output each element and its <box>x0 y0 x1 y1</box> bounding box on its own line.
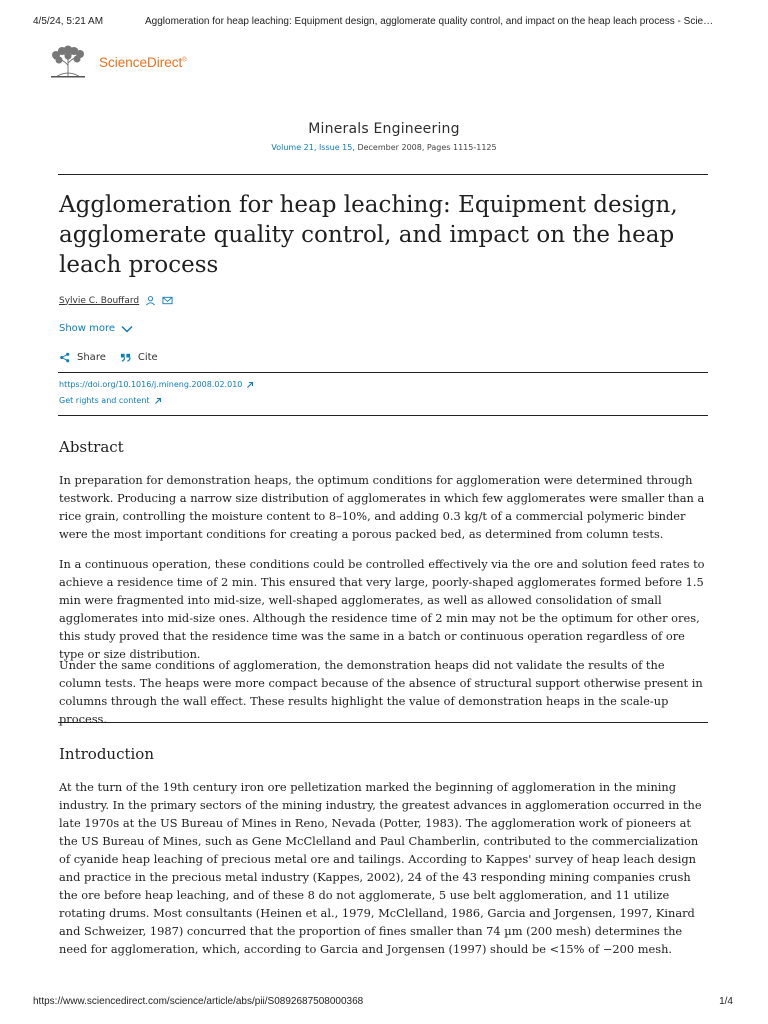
doi-text: https://doi.org/10.1016/j.mineng.2008.02.010 <box>59 380 243 389</box>
author-line <box>59 295 173 306</box>
print-header <box>33 16 735 30</box>
external-link-icon <box>246 381 254 389</box>
links-divider <box>58 415 708 416</box>
print-url: https://www.sciencedirect.com/science/article/abs/pii/S0892687508000368 <box>33 996 364 1007</box>
print-footer <box>33 996 735 1010</box>
show-more-button[interactable] <box>59 323 133 334</box>
abstract-paragraph-2: In a continuous operation, these conditions could be controlled effectively via the ore and solution feed rates to achieve a residence time of 2 min. This ensured that very large, poorly-shaped agglomerates formed before 1.5 min were fragmented into mid-size, well-shaped agglomerates, as well as allowed consolidation of small agglomerates into mid-size ones. Although the residence time of 2 min may not be the optimum for other ores, this study proved that the residence time was the same in a batch or continuous operation regardless of ore type or size distribution. <box>59 557 705 661</box>
share-button[interactable] <box>59 352 106 363</box>
article-actions <box>59 352 172 363</box>
cite-button[interactable] <box>120 352 158 363</box>
cite-label: Cite <box>137 352 158 363</box>
print-page-title: Agglomeration for heap leaching: Equipment design, agglomerate quality control, and impact on the heap leach process - Scie… <box>145 16 714 27</box>
sciencedirect-logo[interactable] <box>48 44 187 80</box>
elsevier-tree-icon <box>48 45 88 79</box>
volume-details: , December 2008, Pages 1115-1125 <box>352 143 497 152</box>
volume-issue-link[interactable]: Volume 21, Issue 15 <box>271 143 353 152</box>
print-date: 4/5/24, 5:21 AM <box>33 16 104 27</box>
external-link-icon <box>154 397 162 405</box>
abstract-paragraph-1: In preparation for demonstration heaps, the optimum conditions for agglomeration were determined through testwork. Producing a narrow size distribution of agglomerates in which few agglomerates were smaller than a rice grain, controlling the moisture content to 8–10%, and adding 0.3 kg/t of a commercial polymeric binder were the most important conditions for creating a porous packed bed, as determined from column tests. <box>59 473 705 541</box>
brand-name: ScienceDirect® <box>99 54 187 70</box>
quote-icon <box>120 352 131 363</box>
doi-link[interactable] <box>59 380 254 389</box>
introduction-heading: Introduction <box>59 745 154 763</box>
article-title: Agglomeration for heap leaching: Equipment design, agglomerate quality control, and impact on the heap leach process <box>59 192 678 278</box>
abstract-paragraph-3: Under the same conditions of agglomeration, the demonstration heaps did not validate the results of the column tests. The heaps were more compact because of the absence of structural support otherwise present in columns through the wall effect. These results highlight the value of demonstration heaps in the scale-up process. <box>59 658 703 726</box>
chevron-down-icon <box>121 325 133 333</box>
email-icon[interactable] <box>162 295 173 306</box>
actions-divider <box>58 372 708 373</box>
abstract-divider <box>58 722 708 723</box>
rights-link[interactable] <box>59 396 162 405</box>
abstract-heading: Abstract <box>59 438 124 456</box>
share-icon <box>59 352 70 363</box>
rights-text: Get rights and content <box>59 396 150 405</box>
volume-info <box>0 143 768 152</box>
introduction-paragraph: At the turn of the 19th century iron ore pelletization marked the beginning of agglomeration in the mining industry. In the primary sectors of the mining industry, the greatest advances in agglomeration occurred in the late 1970s at the US Bureau of Mines in Reno, Nevada (Potter, 1983). The agglomeration work of pioneers at the US Bureau of Mines, such as Gene McClelland and Paul Chamberlin, contributed to the commercialization of cyanide heap leaching of precious metal ore and tailings. According to Kappes' survey of heap leach design and practice in the precious metal industry (Kappes, 2002), 24 of the 43 responding mining companies crush the ore before heap leaching, and of these 8 do not agglomerate, 5 use belt agglomeration, and 11 utilize rotating drums. Most consultants (Heinen et al., 1979, McClelland, 1986, Garcia and Jorgensen, 1997, Kinard and Schweizer, 1987) concurred that the proportion of fines smaller than 74 µm (200 mesh) determines the need for agglomeration, which, according to Garcia and Jorgensen (1997) should be <15% of −200 mesh. <box>59 780 702 956</box>
share-label: Share <box>77 352 106 363</box>
journal-name[interactable]: Minerals Engineering <box>308 121 460 137</box>
person-icon[interactable] <box>145 295 156 306</box>
header-divider <box>58 174 708 175</box>
show-more-label: Show more <box>59 323 116 334</box>
print-page-number: 1/4 <box>719 996 733 1007</box>
author-name[interactable]: Sylvie C. Bouffard <box>59 295 140 306</box>
